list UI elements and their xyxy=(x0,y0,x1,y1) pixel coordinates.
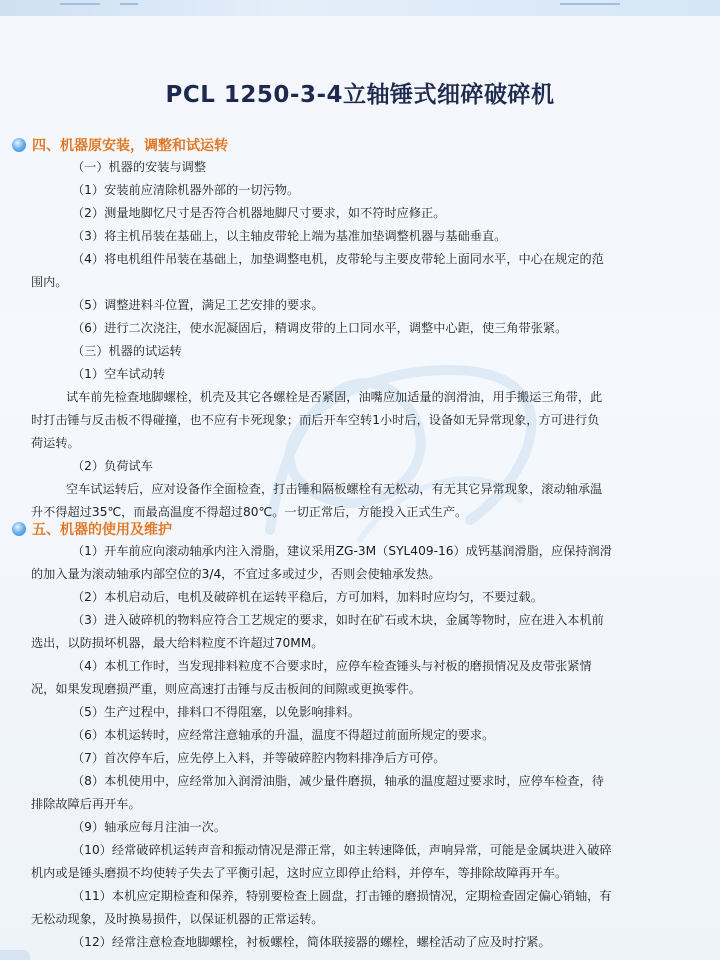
text-line: （5）生产过程中，排料口不得阻塞，以免影响排料。 xyxy=(72,705,361,719)
text-line: 的加入量为滚动轴承内部空位的3/4，不宜过多或过少，否则会使轴承发热。 xyxy=(31,567,441,581)
section-4-heading xyxy=(12,134,228,156)
text-line: （1）开车前应向滚动轴承内注入滑脂，建议采用ZG-3M（SYL409-16）成钙基润滑脂，应保持润滑 xyxy=(72,544,612,558)
section-5-heading xyxy=(12,518,172,540)
text-line: 试车前先检查地脚螺栓，机壳及其它各螺栓是否紧固，油嘴应加适量的润滑油，用手搬运三角带，此 xyxy=(66,390,603,404)
text-line: （5）调整进料斗位置，满足工艺安排的要求。 xyxy=(72,298,324,312)
band-stroke xyxy=(560,3,620,5)
text-line: （6）进行二次浇注，使水泥凝固后，精调皮带的上口同水平，调整中心距，使三角带张紧。 xyxy=(72,321,568,335)
text-line: （11）本机应定期检查和保养，特别要检查上圆盘，打击锤的磨损情况，定期检查固定偏心销轴，有 xyxy=(72,889,612,903)
text-line: （9）轴承应每月注油一次。 xyxy=(72,820,227,834)
text-line: 机内或是锤头磨损不均使转子失去了平衡引起，这时应立即停止给料，并停车，等排除故障再开车。 xyxy=(31,866,568,880)
text-line: 排除故障后再开车。 xyxy=(31,797,141,811)
page-title: PCL 1250-3-4立轴锤式细碎破碎机 xyxy=(165,82,555,108)
section-4-heading-text: 四、机器原安装，调整和试运转 xyxy=(32,138,228,154)
text-line: 围内。 xyxy=(31,275,68,289)
text-line: 空车试运转后，应对设备作全面检查，打击锤和隔板螺栓有无松动，有无其它异常现象，滚动轴承温 xyxy=(66,482,603,496)
text-line: （10）经常破碎机运转声音和振动情况是滞正常，如主转速降低，声响异常，可能是金属块进入破碎 xyxy=(72,843,612,857)
section-bullet-icon xyxy=(12,138,26,152)
text-line: 荷运转。 xyxy=(31,436,80,450)
text-line: （三）机器的试运转 xyxy=(72,344,182,358)
text-line: （8）本机使用中，应经常加入润滑油脂，减少量件磨损，轴承的温度超过要求时，应停车检查，待 xyxy=(72,774,604,788)
text-line: 升不得超过35℃，而最高温度不得超过80℃。一切正常后，方能投入正式生产。 xyxy=(31,505,468,519)
page-corner-tab xyxy=(0,950,30,960)
section-bullet-icon xyxy=(12,522,26,536)
band-stroke xyxy=(120,3,138,5)
top-decorative-band xyxy=(0,0,720,16)
text-line: （4）本机工作时，当发现排料粒度不合要求时，应停车检查锤头与衬板的磨损情况及皮带张紧情 xyxy=(72,659,592,673)
text-line: 无松动现象，及时换易损件，以保证机器的正常运转。 xyxy=(31,912,324,926)
text-line: 时打击锤与反击板不得碰撞，也不应有卡死现象；而后开车空转1小时后，设备如无异常现象，方可进行负 xyxy=(31,413,600,427)
text-line: （12）经常注意检查地脚螺栓，衬板螺栓，简体联接器的螺栓，螺栓活动了应及时拧紧。 xyxy=(72,935,551,949)
text-line: （2）测量地脚忆尺寸是否符合机器地脚尺寸要求，如不符时应修正。 xyxy=(72,206,446,220)
text-line: （2）本机启动后，电机及破碎机在运转平稳后，方可加料，加料时应均匀，不要过载。 xyxy=(72,590,543,604)
text-line: （一）机器的安装与调整 xyxy=(72,160,207,174)
text-line: 选出，以防损坏机器，最大给料粒度不许超过70MM。 xyxy=(31,636,324,650)
band-stroke xyxy=(60,3,100,5)
section-5-heading-text: 五、机器的使用及维护 xyxy=(32,522,172,538)
text-line: （2）负荷试车 xyxy=(72,459,153,473)
text-line: （1）空车试动转 xyxy=(72,367,166,381)
text-line: （3）将主机吊装在基础上，以主轴皮带轮上端为基准加垫调整机器与基础垂直。 xyxy=(72,229,507,243)
text-line: （1）安装前应清除机器外部的一切污物。 xyxy=(72,183,300,197)
text-line: （7）首次停车后，应先停上入料，并等破碎腔内物料排净后方可停。 xyxy=(72,751,446,765)
text-line: 况，如果发现磨损严重，则应高速打击锤与反击板间的间隙或更换零件。 xyxy=(31,682,421,696)
text-line: （6）本机运转时，应经常注意轴承的升温，温度不得超过前面所规定的要求。 xyxy=(72,728,495,742)
text-line: （3）进入破碎机的物料应符合工艺规定的要求，如时在矿石或木块，金属等物时，应在进入本机前 xyxy=(72,613,604,627)
text-line: （4）将电机组件吊装在基础上，加垫调整电机，皮带轮与主要皮带轮上面同水平，中心在规定的范 xyxy=(72,252,604,266)
